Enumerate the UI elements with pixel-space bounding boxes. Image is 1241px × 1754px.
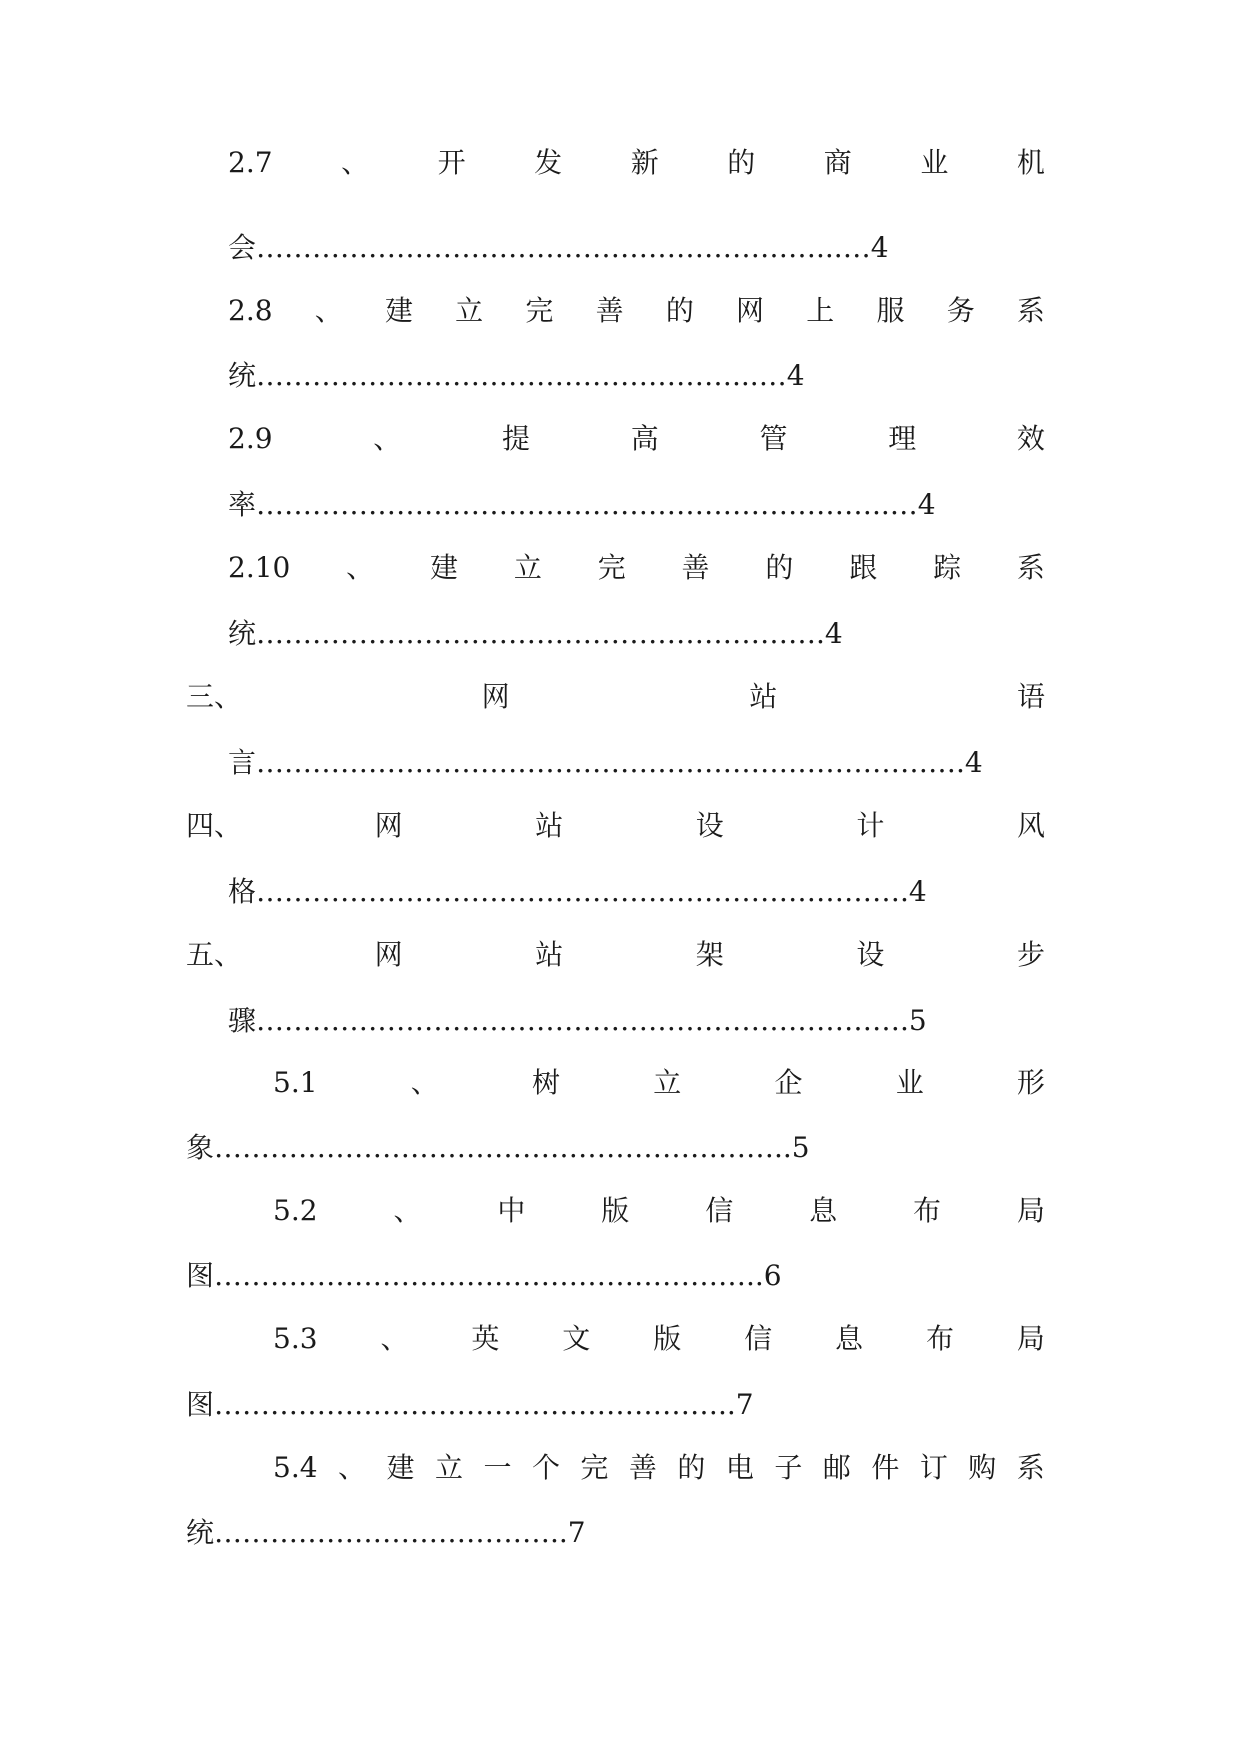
toc-token: 个 (531, 1451, 560, 1484)
toc-token: 立 (513, 551, 542, 584)
toc-entry-5-3-head (273, 1322, 1045, 1356)
toc-token: 、 (314, 294, 343, 327)
toc-token: 站 (535, 938, 564, 971)
toc-entry-5-4-head (273, 1451, 1045, 1485)
toc-token: 服 (876, 294, 905, 327)
toc-token: 2.7 (228, 146, 273, 179)
toc-token: 信 (744, 1322, 773, 1355)
toc-entry-5-1-tail: 象……………………………………………………..5 (186, 1131, 810, 1164)
toc-token: 四、 (186, 809, 243, 842)
toc-token: 英 (471, 1322, 500, 1355)
toc-token: 系 (1016, 1451, 1045, 1484)
toc-token: 件 (871, 1451, 900, 1484)
toc-token: 管 (759, 422, 788, 455)
toc-token: 善 (628, 1451, 657, 1484)
toc-entry-2-9-head (228, 422, 1045, 456)
toc-entry-4-head (186, 809, 1045, 843)
toc-token: 的 (765, 551, 794, 584)
toc-token: 、 (410, 1066, 439, 1099)
toc-token: 建 (430, 551, 459, 584)
toc-token: 发 (534, 146, 563, 179)
toc-token: 高 (630, 422, 659, 455)
toc-entry-2-10-head (228, 551, 1045, 585)
toc-entry-2-7-tail: 会……………………………………………………...…4 (228, 231, 889, 264)
toc-entry-5-head (186, 938, 1045, 972)
toc-token: 版 (653, 1322, 682, 1355)
toc-token: 企 (774, 1066, 803, 1099)
toc-token: 购 (968, 1451, 997, 1484)
toc-entry-3-tail: 言………………………………………………………………….4 (228, 746, 983, 779)
toc-token: 业 (920, 146, 949, 179)
toc-token: 商 (823, 146, 852, 179)
toc-token: 信 (705, 1194, 734, 1227)
toc-token: 完 (597, 551, 626, 584)
toc-token: 布 (925, 1322, 954, 1355)
toc-token: 跟 (849, 551, 878, 584)
toc-token: 、 (338, 1451, 367, 1484)
toc-token: 版 (601, 1194, 630, 1227)
toc-token: 、 (373, 422, 402, 455)
toc-token: 的 (727, 146, 756, 179)
toc-token: 上 (806, 294, 835, 327)
toc-token: 立 (434, 1451, 463, 1484)
toc-token: 步 (1016, 938, 1045, 971)
toc-token: 网 (481, 680, 510, 713)
toc-token: 计 (856, 809, 885, 842)
toc-token: 踪 (933, 551, 962, 584)
toc-entry-2-10-tail: 统…………………………………………………….4 (228, 617, 843, 650)
toc-token: 订 (919, 1451, 948, 1484)
toc-token: 业 (895, 1066, 924, 1099)
toc-token: 、 (393, 1194, 422, 1227)
toc-entry-5-4-tail: 统………………………………..7 (186, 1516, 586, 1549)
toc-token: 风 (1016, 809, 1045, 842)
toc-token: 邮 (822, 1451, 851, 1484)
toc-token: 树 (531, 1066, 560, 1099)
toc-token: 完 (525, 294, 554, 327)
toc-token: 网 (736, 294, 765, 327)
toc-token: 完 (580, 1451, 609, 1484)
toc-token: 三、 (186, 680, 243, 713)
toc-token: 的 (677, 1451, 706, 1484)
toc-token: 、 (380, 1322, 409, 1355)
toc-token: 善 (681, 551, 710, 584)
toc-token: 子 (774, 1451, 803, 1484)
toc-token: 设 (695, 809, 724, 842)
toc-token: 文 (562, 1322, 591, 1355)
toc-token: 务 (946, 294, 975, 327)
toc-token: 形 (1016, 1066, 1045, 1099)
toc-token: 网 (374, 938, 403, 971)
toc-token: 局 (1016, 1322, 1045, 1355)
toc-token: 系 (1016, 551, 1045, 584)
toc-token: 5.4 (273, 1451, 318, 1484)
toc-token: 提 (501, 422, 530, 455)
toc-entry-5-2-head (273, 1194, 1045, 1228)
toc-entry-5-3-tail: 图………………………………………………..7 (186, 1388, 754, 1421)
toc-entry-2-9-tail: 率…………………………………………………………..…4 (228, 488, 936, 521)
toc-token: 建 (386, 1451, 415, 1484)
toc-token: 、 (346, 551, 375, 584)
toc-token: 、 (341, 146, 370, 179)
toc-token: 建 (384, 294, 413, 327)
toc-token: 系 (1016, 294, 1045, 327)
toc-token: 2.8 (228, 294, 273, 327)
toc-token: 2.9 (228, 422, 273, 455)
toc-token: 五、 (186, 938, 243, 971)
toc-token: 局 (1016, 1194, 1045, 1227)
toc-token: 效 (1016, 422, 1045, 455)
toc-token: 站 (535, 809, 564, 842)
toc-token: 息 (835, 1322, 864, 1355)
toc-token: 中 (497, 1194, 526, 1227)
toc-token: 站 (749, 680, 778, 713)
toc-entry-5-1-head (273, 1066, 1045, 1100)
toc-entry-5-2-tail: 图…………………………………………………..6 (186, 1259, 782, 1292)
toc-token: 理 (888, 422, 917, 455)
toc-token: 立 (455, 294, 484, 327)
toc-token: 2.10 (228, 551, 291, 584)
toc-token: 网 (374, 809, 403, 842)
toc-entry-5-tail: 骤…………………………………………………………….5 (228, 1004, 927, 1037)
toc-token: 机 (1016, 146, 1045, 179)
toc-token: 语 (1016, 680, 1045, 713)
toc-token: 布 (913, 1194, 942, 1227)
toc-token: 善 (595, 294, 624, 327)
toc-token: 设 (856, 938, 885, 971)
toc-token: 立 (653, 1066, 682, 1099)
toc-token: 架 (695, 938, 724, 971)
toc-entry-3-head (186, 680, 1045, 714)
toc-entry-2-7-head (228, 146, 1045, 180)
toc-token: 5.2 (273, 1194, 318, 1227)
toc-entry-2-8-head (228, 294, 1045, 328)
toc-token: 息 (809, 1194, 838, 1227)
toc-entry-2-8-tail: 统……………………………………………...…4 (228, 359, 805, 392)
toc-token: 5.1 (273, 1066, 318, 1099)
toc-token: 新 (630, 146, 659, 179)
toc-token: 开 (437, 146, 466, 179)
toc-token: 一 (483, 1451, 512, 1484)
toc-token: 的 (665, 294, 694, 327)
toc-entry-4-tail: 格…………………………………………………………….4 (228, 875, 927, 908)
toc-token: 5.3 (273, 1322, 318, 1355)
toc-token: 电 (725, 1451, 754, 1484)
